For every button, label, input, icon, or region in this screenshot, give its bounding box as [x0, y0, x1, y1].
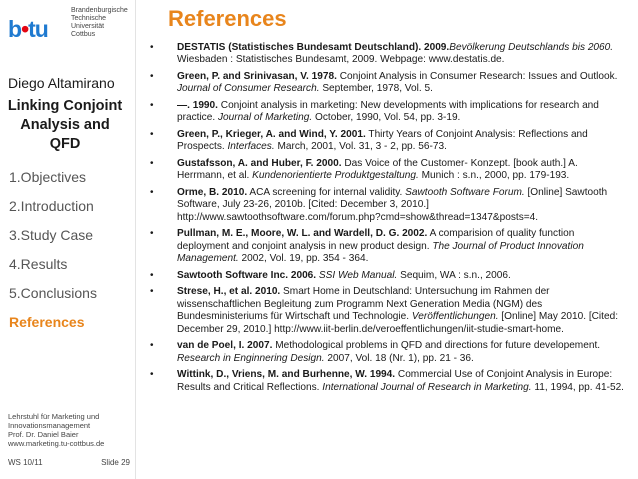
bullet-marker: • — [150, 228, 154, 240]
reference-details: 11, 1994, pp. 41-52. — [531, 381, 624, 393]
bullet-marker: • — [150, 158, 154, 169]
bullet-marker: • — [150, 340, 154, 352]
reference-text: Das Voice of the Customer- Konzept. [book auth.] A. Herrmann, et al. — [177, 158, 578, 182]
reference-authors: van de Poel, I. 2007. — [177, 340, 273, 352]
reference-authors: Green, P. and Srinivasan, V. 1978. — [177, 71, 337, 82]
reference-authors: Wittink, D., Vriens, M. and Burhenne, W. 1994. — [177, 369, 396, 381]
nav-item-results[interactable]: 4.Results — [9, 256, 68, 272]
reference-item — [146, 228, 626, 265]
reference-item — [146, 129, 626, 154]
reference-text: Smart Home in Deutschland: Untersuchung im Rahmen der wissenschaftlichen Begleitung zum Programm Next Generation Media (NGM) des Bundesministeriums für Wirtschaft und Technologie. — [177, 286, 550, 323]
logo-text — [71, 7, 135, 39]
sidebar — [0, 0, 135, 479]
reference-source: Interfaces. — [227, 141, 275, 153]
section-nav — [9, 168, 97, 342]
reference-source: SSI Web Manual. — [318, 269, 398, 281]
chair-info-line: Prof. Dr. Daniel Baier — [8, 430, 79, 439]
reference-authors: —. 1990. — [177, 100, 218, 111]
reference-details: [Online] Sawtooth Software, July 23-26, 2010b. [Cited: December 3, 2010.] http://www.sawtoothsoftware.com/forum.php?cmd=show&thread=1347&posts=4. — [177, 187, 608, 223]
reference-item — [146, 286, 626, 336]
reference-item — [146, 71, 626, 96]
reference-authors: Sawtooth Software Inc. 2006. — [177, 269, 317, 281]
chair-info-line: Innovationsmanagement — [8, 421, 91, 430]
nav-item-objectives[interactable]: 1.Objectives — [9, 169, 87, 185]
reference-source: Journal of Marketing. — [217, 112, 313, 124]
logo-dot: • — [21, 16, 29, 42]
reference-item — [146, 187, 626, 224]
reference-details: September, 1978, Vol. 5. — [319, 83, 433, 95]
nav-item-references[interactable]: References — [9, 314, 85, 330]
reference-list — [146, 42, 626, 398]
reference-item — [146, 340, 626, 365]
logo-text-line: Brandenburgische — [71, 7, 128, 14]
sidebar-divider — [135, 0, 136, 479]
nav-item-introduction[interactable]: 2.Introduction — [9, 198, 94, 214]
reference-details: March, 2001, Vol. 31, 3 - 2, pp. 56-73. — [274, 141, 447, 153]
reference-text: A comparision of quality function deployment and conjoint analysis in new product design. — [177, 228, 575, 252]
reference-text: Conjoint analysis in marketing: New developments with implications for research and practice. — [177, 100, 599, 124]
reference-source: Research in Enginnering Design. — [177, 352, 325, 364]
reference-details: [Online] May 2010. [Cited: December 29, 2010.] http://www.iit-berlin.de/veroeffentlichungen/iit-studie-smart-home. — [177, 311, 619, 335]
reference-item — [146, 369, 626, 394]
reference-authors: Gustafsson, A. and Huber, F. 2000. — [177, 158, 342, 169]
bullet-marker: • — [150, 71, 154, 82]
reference-text: Thirty Years of Conjoint Analysis: Reflections and Prospects. — [177, 129, 588, 153]
bullet-marker: • — [150, 269, 154, 281]
logo-text-line: Cottbus — [71, 31, 96, 38]
logo-letters-tu: tu — [28, 16, 48, 42]
bullet-marker: • — [150, 369, 154, 381]
logo-text-line: Technische Universität — [71, 15, 107, 30]
reference-source: Bevölkerung Deutschlands bis 2060. — [449, 42, 614, 53]
chair-info — [8, 412, 104, 448]
reference-source: Veröffentlichungen. — [411, 311, 499, 323]
reference-text: Methodological problems in QFD and directions for future developement. — [272, 340, 601, 352]
reference-text: ACA screening for internal validity. — [247, 187, 406, 198]
bullet-marker: • — [150, 187, 154, 198]
reference-text: Commercial Use of Conjoint Analysis in Europe: Results and Critical Reflections. — [177, 369, 613, 393]
chair-info-line: Lehrstuhl für Marketing und — [8, 412, 100, 421]
slide-number: Slide 29 — [101, 458, 130, 467]
reference-details: October, 1990, Vol. 54, pp. 3-19. — [312, 112, 461, 124]
reference-item — [146, 42, 626, 67]
bullet-marker: • — [150, 42, 154, 53]
reference-text: Conjoint Analysis in Consumer Research: Issues and Outlook. — [336, 71, 618, 82]
reference-details: Sequim, WA : s.n., 2006. — [397, 269, 511, 281]
presentation-title: Linking Conjoint Analysis and QFD — [7, 98, 123, 152]
reference-authors: Strese, H., et al. 2010. — [177, 286, 281, 298]
reference-details: 2007, Vol. 18 (Nr. 1), pp. 21 - 36. — [324, 352, 474, 364]
nav-item-study-case[interactable]: 3.Study Case — [9, 227, 94, 243]
author-name: Diego Altamirano — [8, 75, 115, 91]
semester-label: WS 10/11 — [8, 458, 43, 467]
bullet-marker: • — [150, 100, 154, 111]
reference-details: Munich : s.n., 2000, pp. 179-193. — [418, 170, 570, 182]
reference-source: International Journal of Research in Marketing. — [322, 381, 532, 393]
reference-source: Kundenorientierte Produktgestaltung. — [252, 170, 419, 182]
reference-authors: DESTATIS (Statistisches Bundesamt Deutschland). 2009. — [177, 42, 450, 53]
reference-source: Sawtooth Software Forum. — [405, 187, 525, 198]
bullet-marker: • — [150, 129, 154, 140]
chair-info-line: www.marketing.tu-cottbus.de — [8, 439, 105, 448]
reference-source: Journal of Consumer Research. — [177, 83, 320, 95]
university-logo — [8, 16, 48, 43]
nav-item-conclusions[interactable]: 5.Conclusions — [9, 285, 97, 301]
reference-item — [146, 100, 626, 125]
logo-letter-b: b — [8, 16, 22, 42]
reference-authors: Orme, B. 2010. — [177, 187, 248, 198]
reference-authors: Green, P., Krieger, A. and Wind, Y. 2001. — [177, 129, 366, 140]
reference-details: 2002, Vol. 19, pp. 354 - 364. — [238, 253, 369, 265]
slide-footer — [8, 458, 130, 467]
reference-item — [146, 270, 626, 282]
reference-authors: Pullman, M. E., Moore, W. L. and Wardell, D. G. 2002. — [177, 228, 428, 240]
reference-item — [146, 158, 626, 183]
reference-source: The Journal of Product Innovation Management. — [177, 240, 584, 265]
bullet-marker: • — [150, 286, 154, 298]
page-title: References — [168, 6, 287, 31]
reference-details: Wiesbaden : Statistisches Bundesamt, 2009. Webpage: www.destatis.de. — [177, 54, 505, 66]
